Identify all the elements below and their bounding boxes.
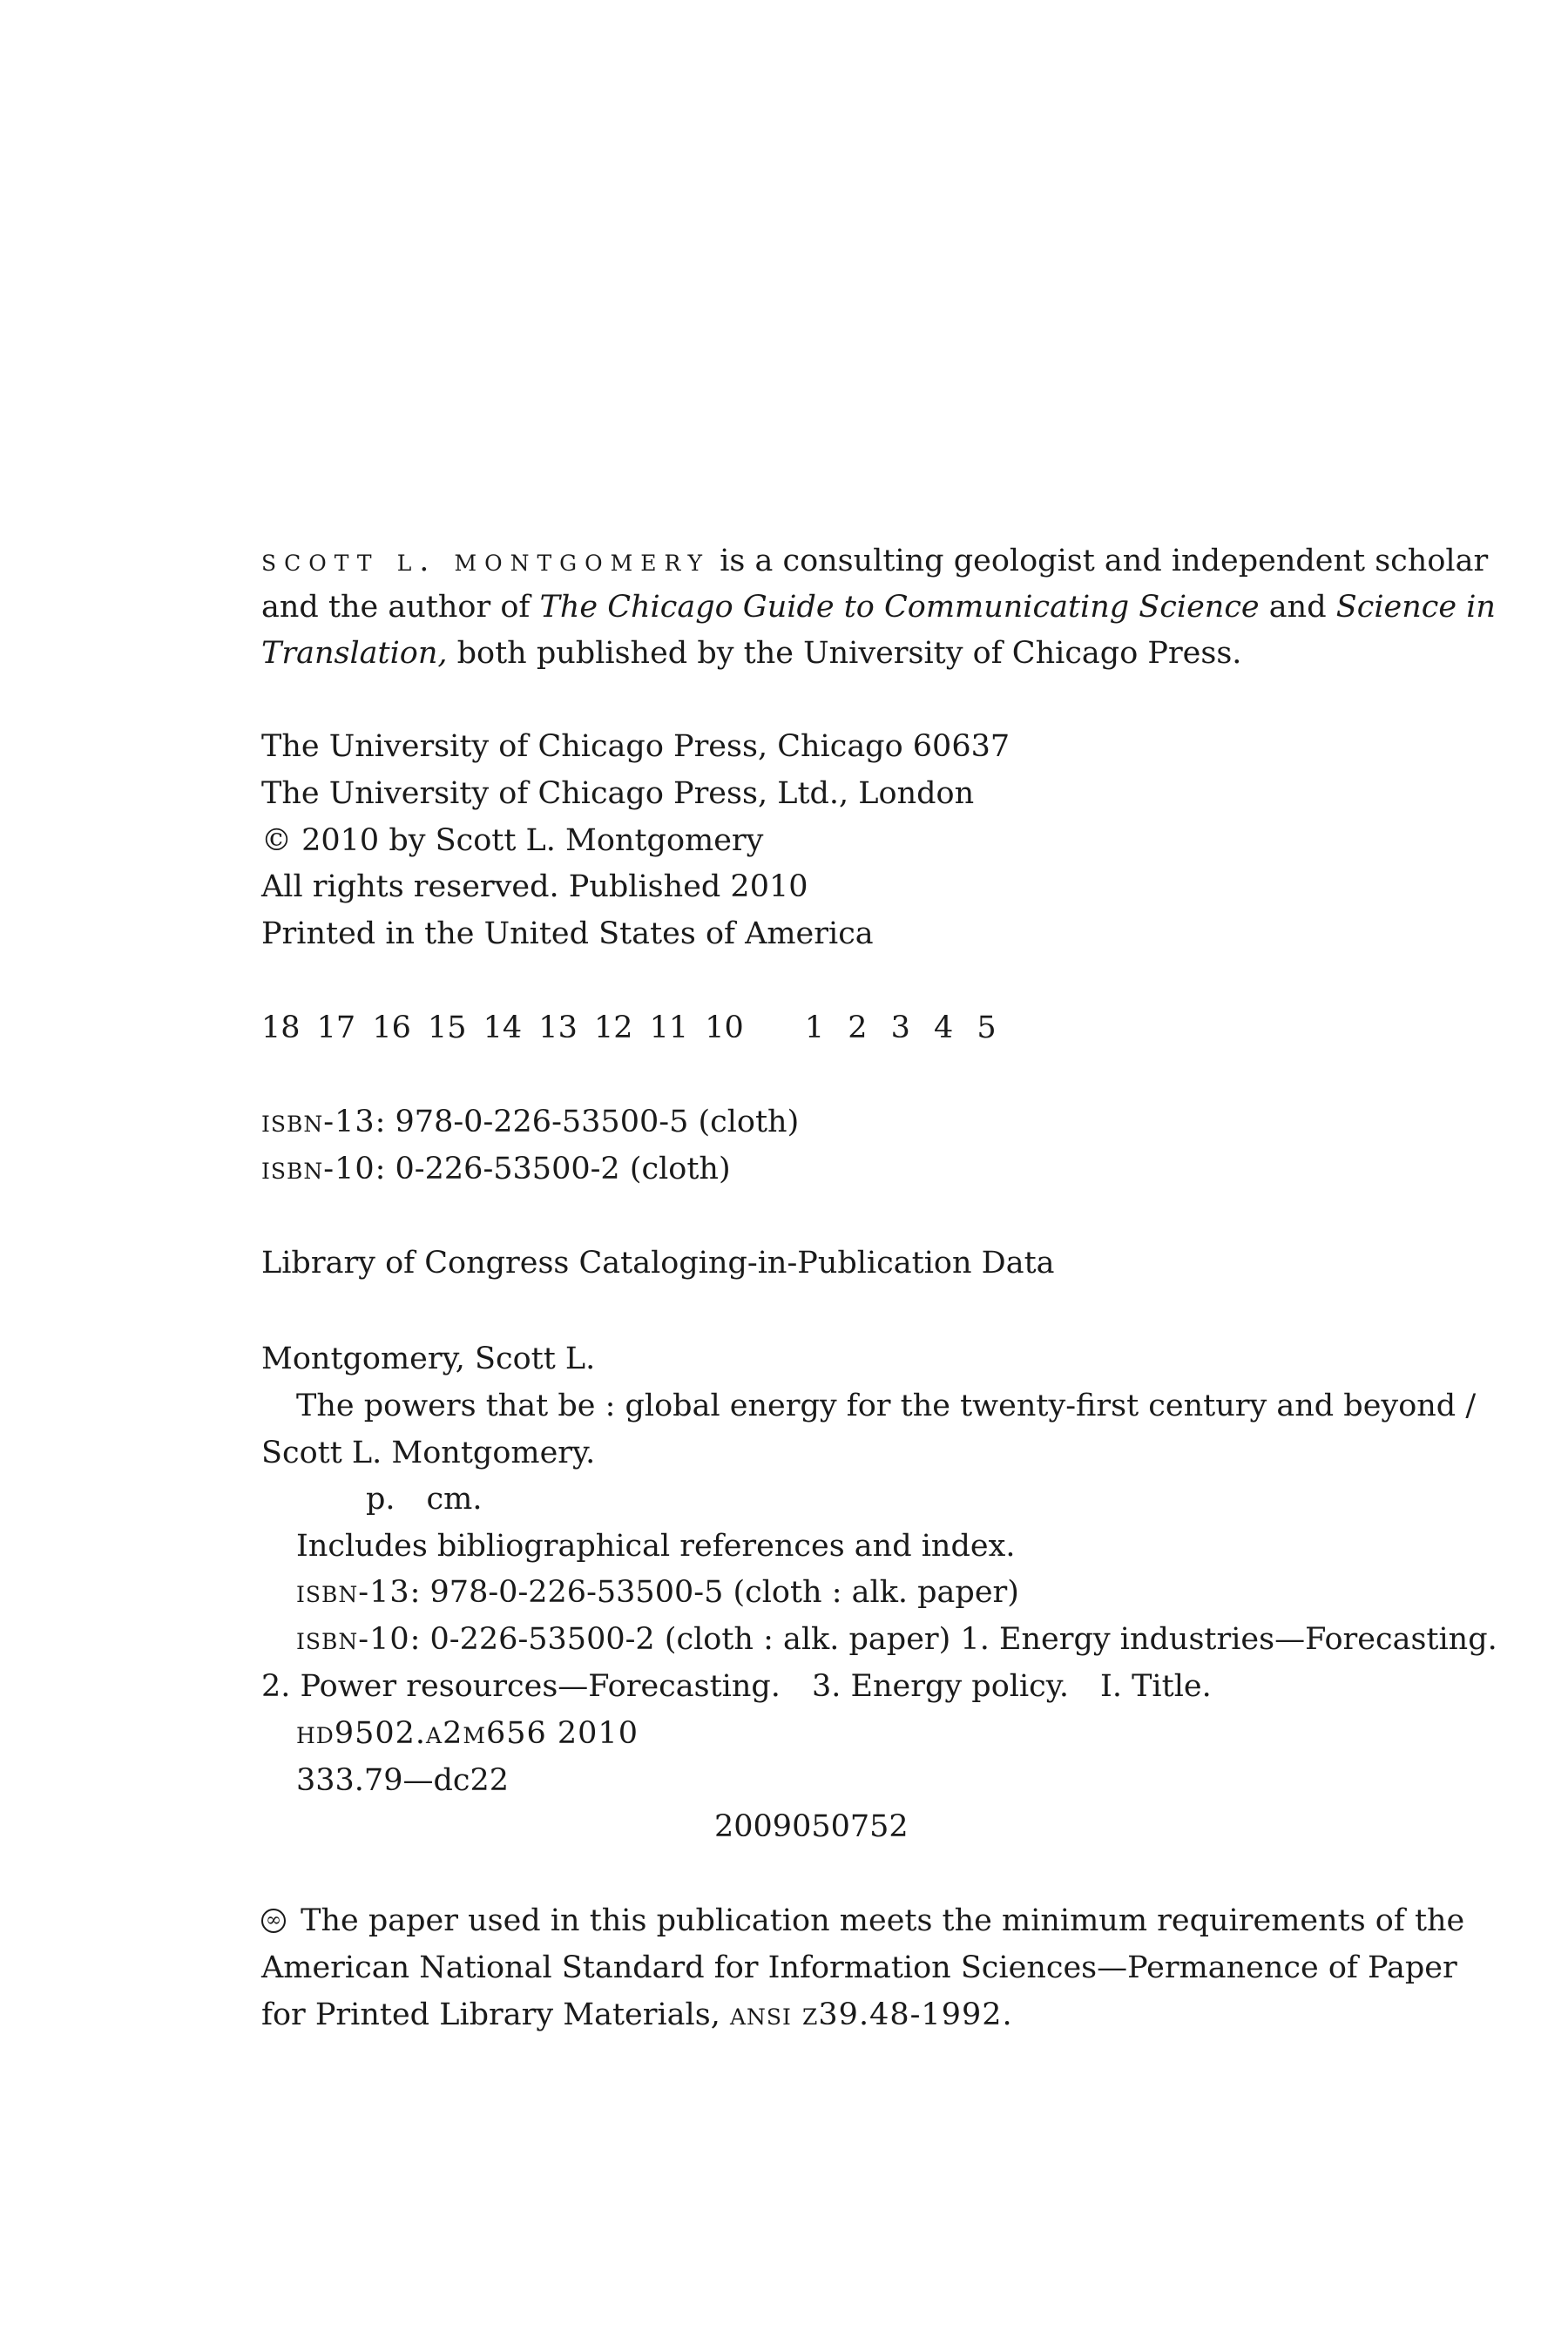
paper-notice-line-2: American National Standard for Information Sciences—Permanence of Paper	[261, 1950, 1457, 1985]
isbn13-label: isbn-13	[261, 1105, 375, 1139]
publisher-line-1: The University of Chicago Press, Chicago 60637	[261, 729, 1010, 764]
ansi-label: ansi	[729, 1997, 792, 2032]
cip-isbn10-line	[296, 1622, 1497, 1657]
cip-dewey: 333.79—dc22	[296, 1763, 510, 1798]
cip-notes: Includes bibliographical references and index.	[296, 1529, 1016, 1564]
bio-line-1	[261, 544, 1488, 578]
cip-isbn13-label: isbn-13	[296, 1575, 410, 1610]
cip-title-line-2: Scott L. Montgomery.	[261, 1436, 596, 1470]
isbn10-value: : 0-226-53500-2 (cloth)	[375, 1152, 731, 1186]
cip-subject-3: 3. Energy policy.	[811, 1669, 1070, 1704]
cip-lc-call-number: hd9502.a2m656 2010	[296, 1716, 639, 1751]
isbn13-line	[261, 1105, 799, 1139]
author-name: scott l. montgomery	[261, 544, 711, 578]
ansi-standard: z39.48-1992.	[791, 1997, 1013, 2032]
cip-subjects-line	[261, 1669, 1212, 1704]
paper-notice-line-3	[261, 1997, 1013, 2032]
cip-lccn: 2009050752	[714, 1809, 909, 1844]
cip-isbn10-label: isbn-10	[296, 1622, 410, 1657]
bio-line-1-text: is a consulting geologist and independent scholar	[710, 544, 1489, 578]
isbn10-label: isbn-10	[261, 1152, 375, 1186]
bio-line-2-mid: and	[1259, 590, 1336, 625]
cip-title-line-1: The powers that be : global energy for the twenty-first century and beyond /	[296, 1389, 1477, 1423]
publisher-line-2: The University of Chicago Press, Ltd., London	[261, 776, 975, 811]
book-title-chicago-guide: The Chicago Guide to Communicating Science	[539, 590, 1260, 625]
paper-notice-text-3: for Printed Library Materials,	[261, 1997, 730, 2032]
cip-heading: Library of Congress Cataloging-in-Publication Data	[261, 1246, 1055, 1281]
paper-notice-text-1: The paper used in this publication meets the minimum requirements of the	[291, 1903, 1465, 1938]
cip-author: Montgomery, Scott L.	[261, 1342, 596, 1376]
bio-line-2	[261, 590, 1496, 625]
bio-line-2-text: and the author of	[261, 590, 540, 625]
copyright-page	[261, 0, 1497, 2352]
bio-line-3	[261, 636, 1241, 671]
copyright-line: © 2010 by Scott L. Montgomery	[261, 823, 764, 858]
isbn13-value: : 978-0-226-53500-5 (cloth)	[375, 1105, 800, 1139]
permanent-paper-icon	[261, 1909, 286, 1933]
bio-line-3-text: both published by the University of Chicago Press.	[447, 636, 1242, 671]
cip-isbn10-value: : 0-226-53500-2 (cloth : alk. paper) 1. Energy industries—Forecasting.	[409, 1622, 1497, 1657]
cip-isbn13-value: : 978-0-226-53500-5 (cloth : alk. paper)	[409, 1575, 1019, 1610]
printed-line: Printed in the United States of America	[261, 916, 874, 951]
cip-isbn13-line	[296, 1575, 1019, 1610]
book-title-science-in: Science in	[1335, 590, 1496, 625]
book-title-translation: Translation,	[261, 636, 448, 671]
cip-pagination-cm: cm.	[426, 1482, 483, 1517]
cip-subject-2: 2. Power resources—Forecasting.	[261, 1669, 781, 1704]
cip-subject-title: I. Title.	[1100, 1669, 1212, 1704]
printing-years: 18 17 16 15 14 13 12 11 10	[261, 1010, 744, 1045]
cip-pagination	[366, 1482, 482, 1517]
cip-pagination-p: p.	[366, 1482, 395, 1517]
paper-notice-line-1	[261, 1903, 1464, 1938]
rights-line: All rights reserved. Published 2010	[261, 869, 808, 904]
printing-line	[261, 1010, 1000, 1045]
printing-impressions: 1 2 3 4 5	[804, 1010, 1000, 1045]
isbn10-line	[261, 1152, 731, 1186]
